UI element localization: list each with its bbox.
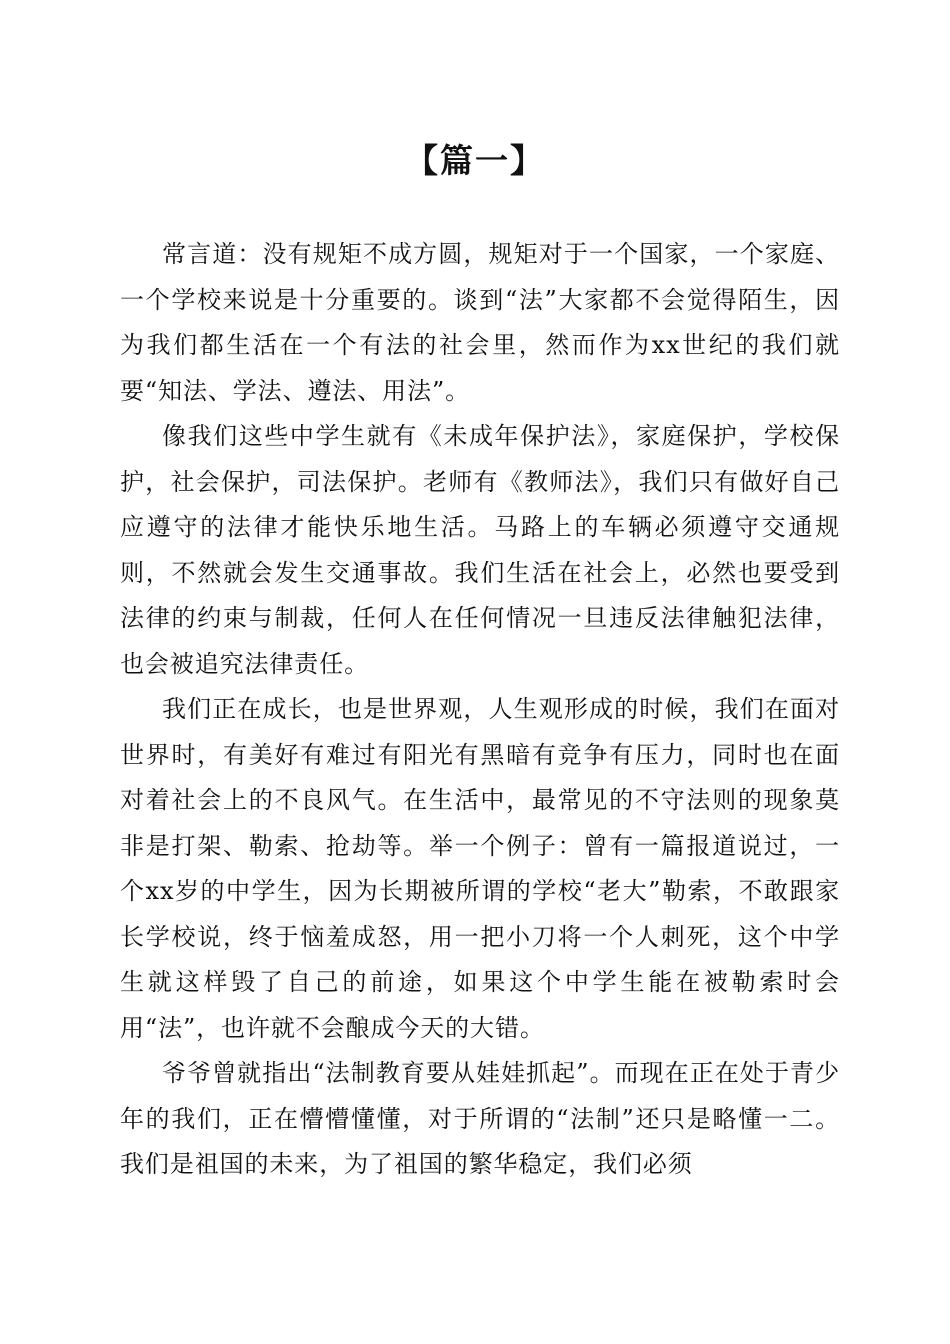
document-body [120, 232, 840, 1188]
paragraph-2: 像我们这些中学生就有《未成年保护法》，家庭保护，学校保护，社会保护，司法保护。老师有《教师法》，我们只有做好自己应遵守的法律才能快乐地生活。马路上的车辆必须遵守交通规则，不然就会发生交通事故。我们生活在社会上，必然也要受到法律的约束与制裁，任何人在任何情况一旦违反法律触犯法律，也会被追究法律责任。 [120, 422, 840, 678]
paragraph-1: 常言道：没有规矩不成方圆，规矩对于一个国家，一个家庭、一个学校来说是十分重要的。谈到“法”大家都不会觉得陌生，因为我们都生活在一个有法的社会里，然而作为xx世纪的我们就要“知法、学法、遵法、用法”。 [120, 240, 840, 405]
paragraph-3: 我们正在成长，也是世界观，人生观形成的时候，我们在面对世界时，有美好有难过有阳光有黑暗有竞争有压力，同时也在面对着社会上的不良风气。在生活中，最常见的不守法则的现象莫非是打架、勒索、抢劫等。举一个例子：曾有一篇报道说过，一个xx岁的中学生，因为长期被所谓的学校“老大”勒索，不敢跟家长学校说，终于恼羞成怒，用一把小刀将一个人刺死，这个中学生就这样毁了自己的前途，如果这个中学生能在被勒索时会用“法”，也许就不会酿成今天的大错。 [120, 695, 840, 1042]
document-title: 【篇一】 [405, 141, 545, 180]
paragraph-4: 爷爷曾就指出“法制教育要从娃娃抓起”。而现在正在处于青少年的我们，正在懵懵懂懂，对于所谓的“法制”还只是略懂一二。我们是祖国的未来，为了祖国的繁华稳定，我们必须 [120, 1059, 840, 1178]
